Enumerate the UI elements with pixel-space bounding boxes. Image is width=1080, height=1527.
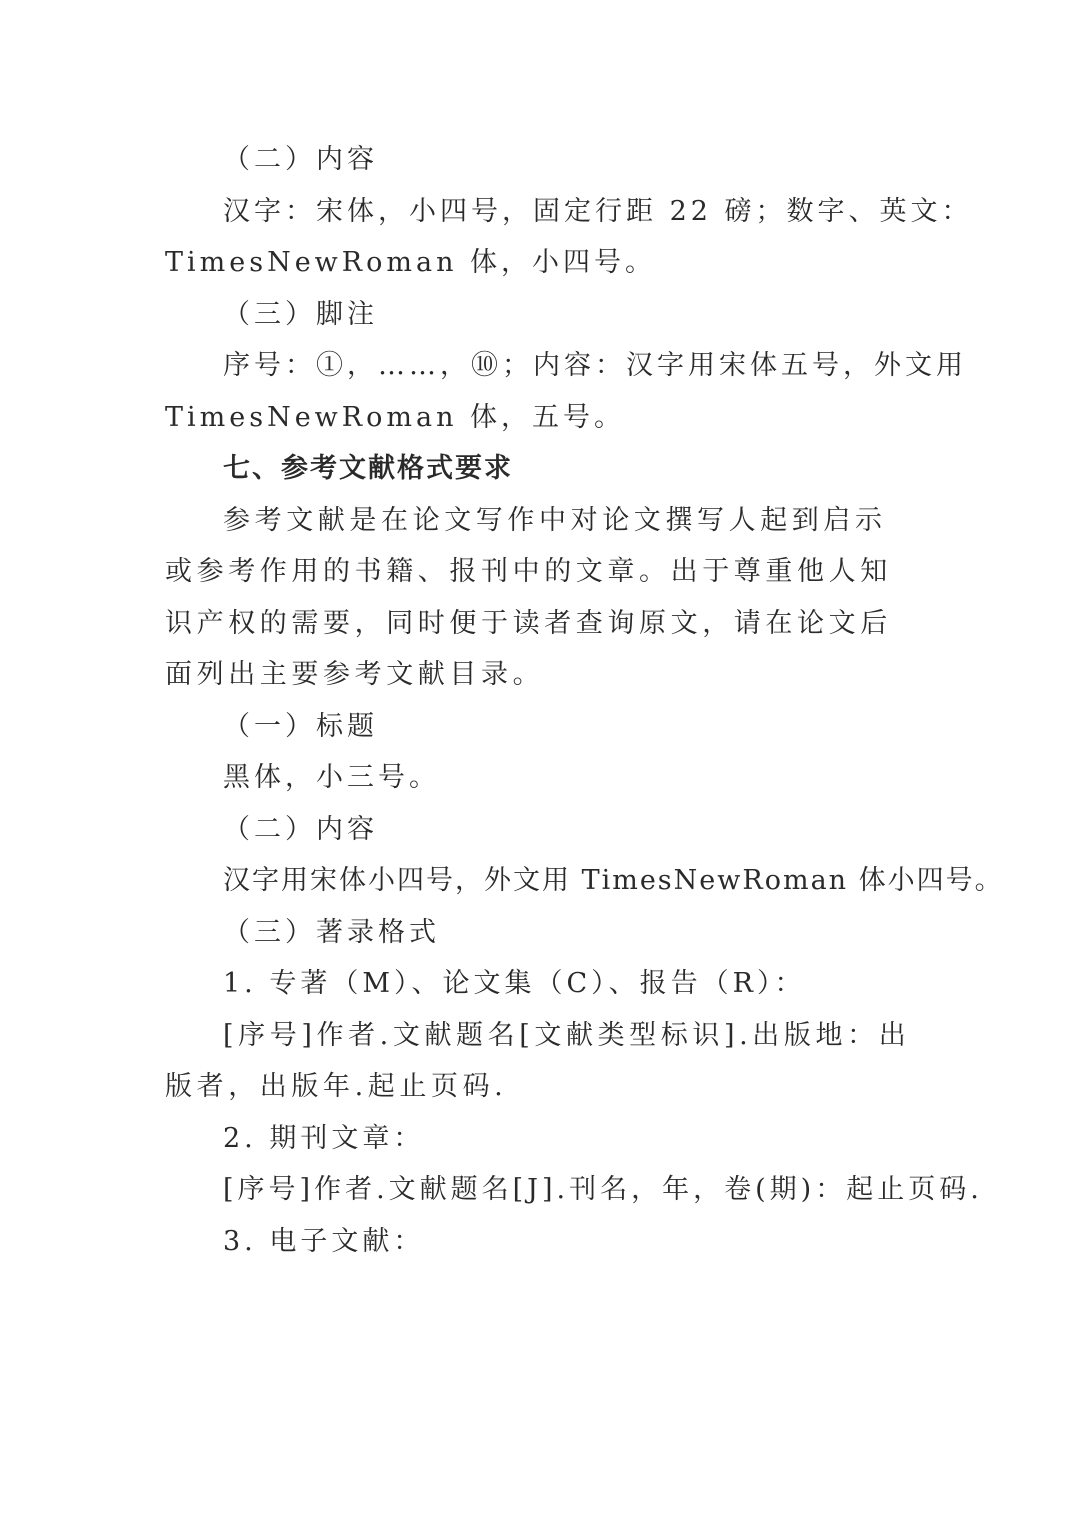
content-spec-line1: 汉字：宋体，小四号，固定行距 22 磅；数字、英文： — [223, 195, 973, 227]
format-item2-pattern: [序号]作者.文献题名[J].刊名，年，卷(期)：起止页码. — [223, 1174, 983, 1205]
subheading-title: （一）标题 — [223, 710, 378, 742]
title-spec: 黑体，小三号。 — [223, 762, 440, 793]
subheading-content: （二）内容 — [223, 813, 378, 845]
section-heading-content: （二）内容 — [223, 144, 378, 175]
references-intro-paragraph: 参考文献是在论文写作中对论文撰写人起到启示或参考作用的书籍、报刊中的文章。出于尊重他人知识产权的需要，同时便于读者查询原文，请在论文后面列出主要参考文献目录。 — [165, 504, 892, 690]
document-page — [165, 134, 1004, 1267]
subheading-format: （三）著录格式 — [223, 916, 440, 948]
content-spec-line2: TimesNewRoman 体，小四号。 — [165, 247, 657, 278]
format-item3-label: 3. 电子文献： — [223, 1225, 425, 1257]
format-item1-label: 1. 专著（M）、论文集（C）、报告（R）： — [223, 968, 806, 999]
references-content-spec: 汉字用宋体小四号，外文用 TimesNewRoman 体小四号。 — [223, 865, 1004, 896]
section-heading-footnote: （三）脚注 — [223, 298, 378, 330]
footnote-spec-line2: TimesNewRoman 体，五号。 — [165, 401, 626, 433]
format-item2-label: 2. 期刊文章： — [223, 1122, 425, 1154]
format-item1-pattern: [序号]作者.文献题名[文献类型标识].出版地：出版者，出版年.起止页码. — [165, 1019, 911, 1102]
footnote-spec-line1: 序号：①，……，⑩；内容：汉字用宋体五号，外文用 — [223, 350, 967, 381]
section-title-references: 七、参考文献格式要求 — [223, 453, 513, 484]
